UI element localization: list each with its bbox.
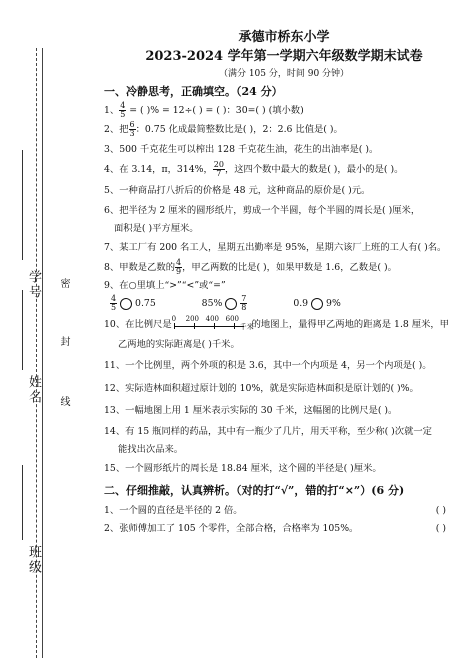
- name-blank: [22, 290, 23, 370]
- seal-char-feng: 封: [58, 336, 69, 346]
- scale-label: 0: [171, 314, 177, 323]
- school-name: 承德市桥东小学: [238, 30, 330, 45]
- question-9-compare-row: $\frac{4}{5}$ 0.75 85% $\frac{7}{8}$ 0.9 9%: [111, 294, 341, 312]
- scale-bar: [171, 314, 254, 333]
- question-14-cont: 能找出次品来。: [118, 444, 184, 455]
- scale-label: 600: [225, 314, 239, 323]
- scale-unit: 千米: [239, 322, 254, 331]
- question-2: 2、把 $\frac{6}{3}$ ：0.75 化成最简整数比是( )，2：2.6 比值是( )。: [104, 120, 343, 138]
- answer-bracket[interactable]: ( ): [435, 523, 446, 534]
- class-label: 班级: [26, 545, 41, 575]
- question-8: 8、甲数是乙数的 $\frac{4}{9}$ ，甲乙两数的比是( )，如果甲数是 1.6，乙数是( )。: [104, 258, 397, 276]
- tf-question-2: 2、张师傅加工了 105 个零件，全部合格，合格率为 105%。 ( ): [104, 520, 464, 538]
- compare-circle[interactable]: [120, 298, 132, 310]
- question-12: 12、实际造林面积超过原计划的 10%，就是实际造林面积是原计划的( )%。: [104, 383, 419, 394]
- exam-title: 2023-2024 学年第一学期六年级数学期末试卷: [145, 49, 423, 64]
- seal-char-xian: 线: [58, 396, 69, 406]
- fraction: $\frac{4}{9}$: [176, 258, 182, 276]
- question-11: 11、一个比例里，两个外项的积是 3.6，其中一个内项是 4，另一个内项是( )。: [104, 360, 432, 371]
- question-10: 10、在比例尺是 0 200 400 600 千米 的地图上，量得甲乙两地的距离是 1.8 厘米，甲: [104, 314, 449, 331]
- question-6-cont: 面积是( )平方厘米。: [114, 223, 199, 234]
- seal-char-mi: 密: [58, 278, 69, 288]
- class-blank: [22, 465, 23, 540]
- scale-label: 400: [205, 314, 219, 323]
- exam-content: [104, 28, 464, 538]
- tf-question-1: 1、一个圆的直径是半径的 2 倍。 ( ): [104, 502, 464, 520]
- question-1: 1、 $\frac{4}{5}$ = ( )% = 12÷( ) = ( )：30=( ) (填小数): [104, 101, 304, 119]
- question-5: 5、一种商品打八折后的价格是 48 元，这种商品的原价是( )元。: [104, 185, 371, 196]
- question-7: 7、某工厂有 200 名工人，星期五出勤率是 95%，星期六该厂上班的工人有( )名。: [104, 242, 447, 253]
- fraction: $\frac{7}{8}$: [241, 294, 247, 312]
- fraction: $\frac{20}{7}$: [213, 160, 224, 178]
- exam-info: （满分 105 分，时间 90 分钟）: [218, 69, 350, 79]
- question-10-cont: 乙两地的实际距离是( )千米。: [118, 339, 240, 350]
- compare-circle[interactable]: [311, 298, 323, 310]
- scale-label: 200: [185, 314, 199, 323]
- question-4: 4、在 3.14，π，314%， $\frac{20}{7}$ ，这四个数中最大的数是( )，最小的是( )。: [104, 160, 404, 178]
- question-3: 3、500 千克花生可以榨出 128 千克花生油，花生的出油率是( )。: [104, 144, 379, 155]
- question-6: 6、把半径为 2 厘米的圆形纸片，剪成一个半圆，每个半圆的周长是( )厘米，: [104, 205, 421, 216]
- student-id-blank: [22, 150, 23, 260]
- question-13: 13、一幅地图上用 1 厘米表示实际的 30 千米，这幅图的比例尺是( )。: [104, 405, 398, 416]
- student-id-label: 学号: [26, 270, 41, 300]
- fraction: $\frac{4}{5}$: [120, 101, 126, 119]
- name-label: 姓名: [26, 375, 41, 405]
- fraction: $\frac{4}{5}$: [111, 294, 117, 312]
- section-2-heading: 二、仔细推敲，认真辨析。（对的打“√”，错的打“×”）(6 分): [104, 484, 405, 497]
- question-14: 14、有 15 瓶同样的药品，其中有一瓶少了几片，用天平称，至少称( )次就一定: [104, 426, 432, 437]
- section-1-heading: 一、冷静思考，正确填空。（24 分）: [104, 85, 283, 98]
- answer-bracket[interactable]: ( ): [435, 505, 446, 516]
- question-15: 15、一个圆形纸片的周长是 18.84 厘米，这个圆的半径是( )厘米。: [104, 463, 382, 474]
- question-9: 9、在○里填上“>”“<”或“=”: [104, 280, 226, 291]
- fraction: $\frac{6}{3}$: [129, 120, 135, 138]
- compare-circle[interactable]: [225, 298, 237, 310]
